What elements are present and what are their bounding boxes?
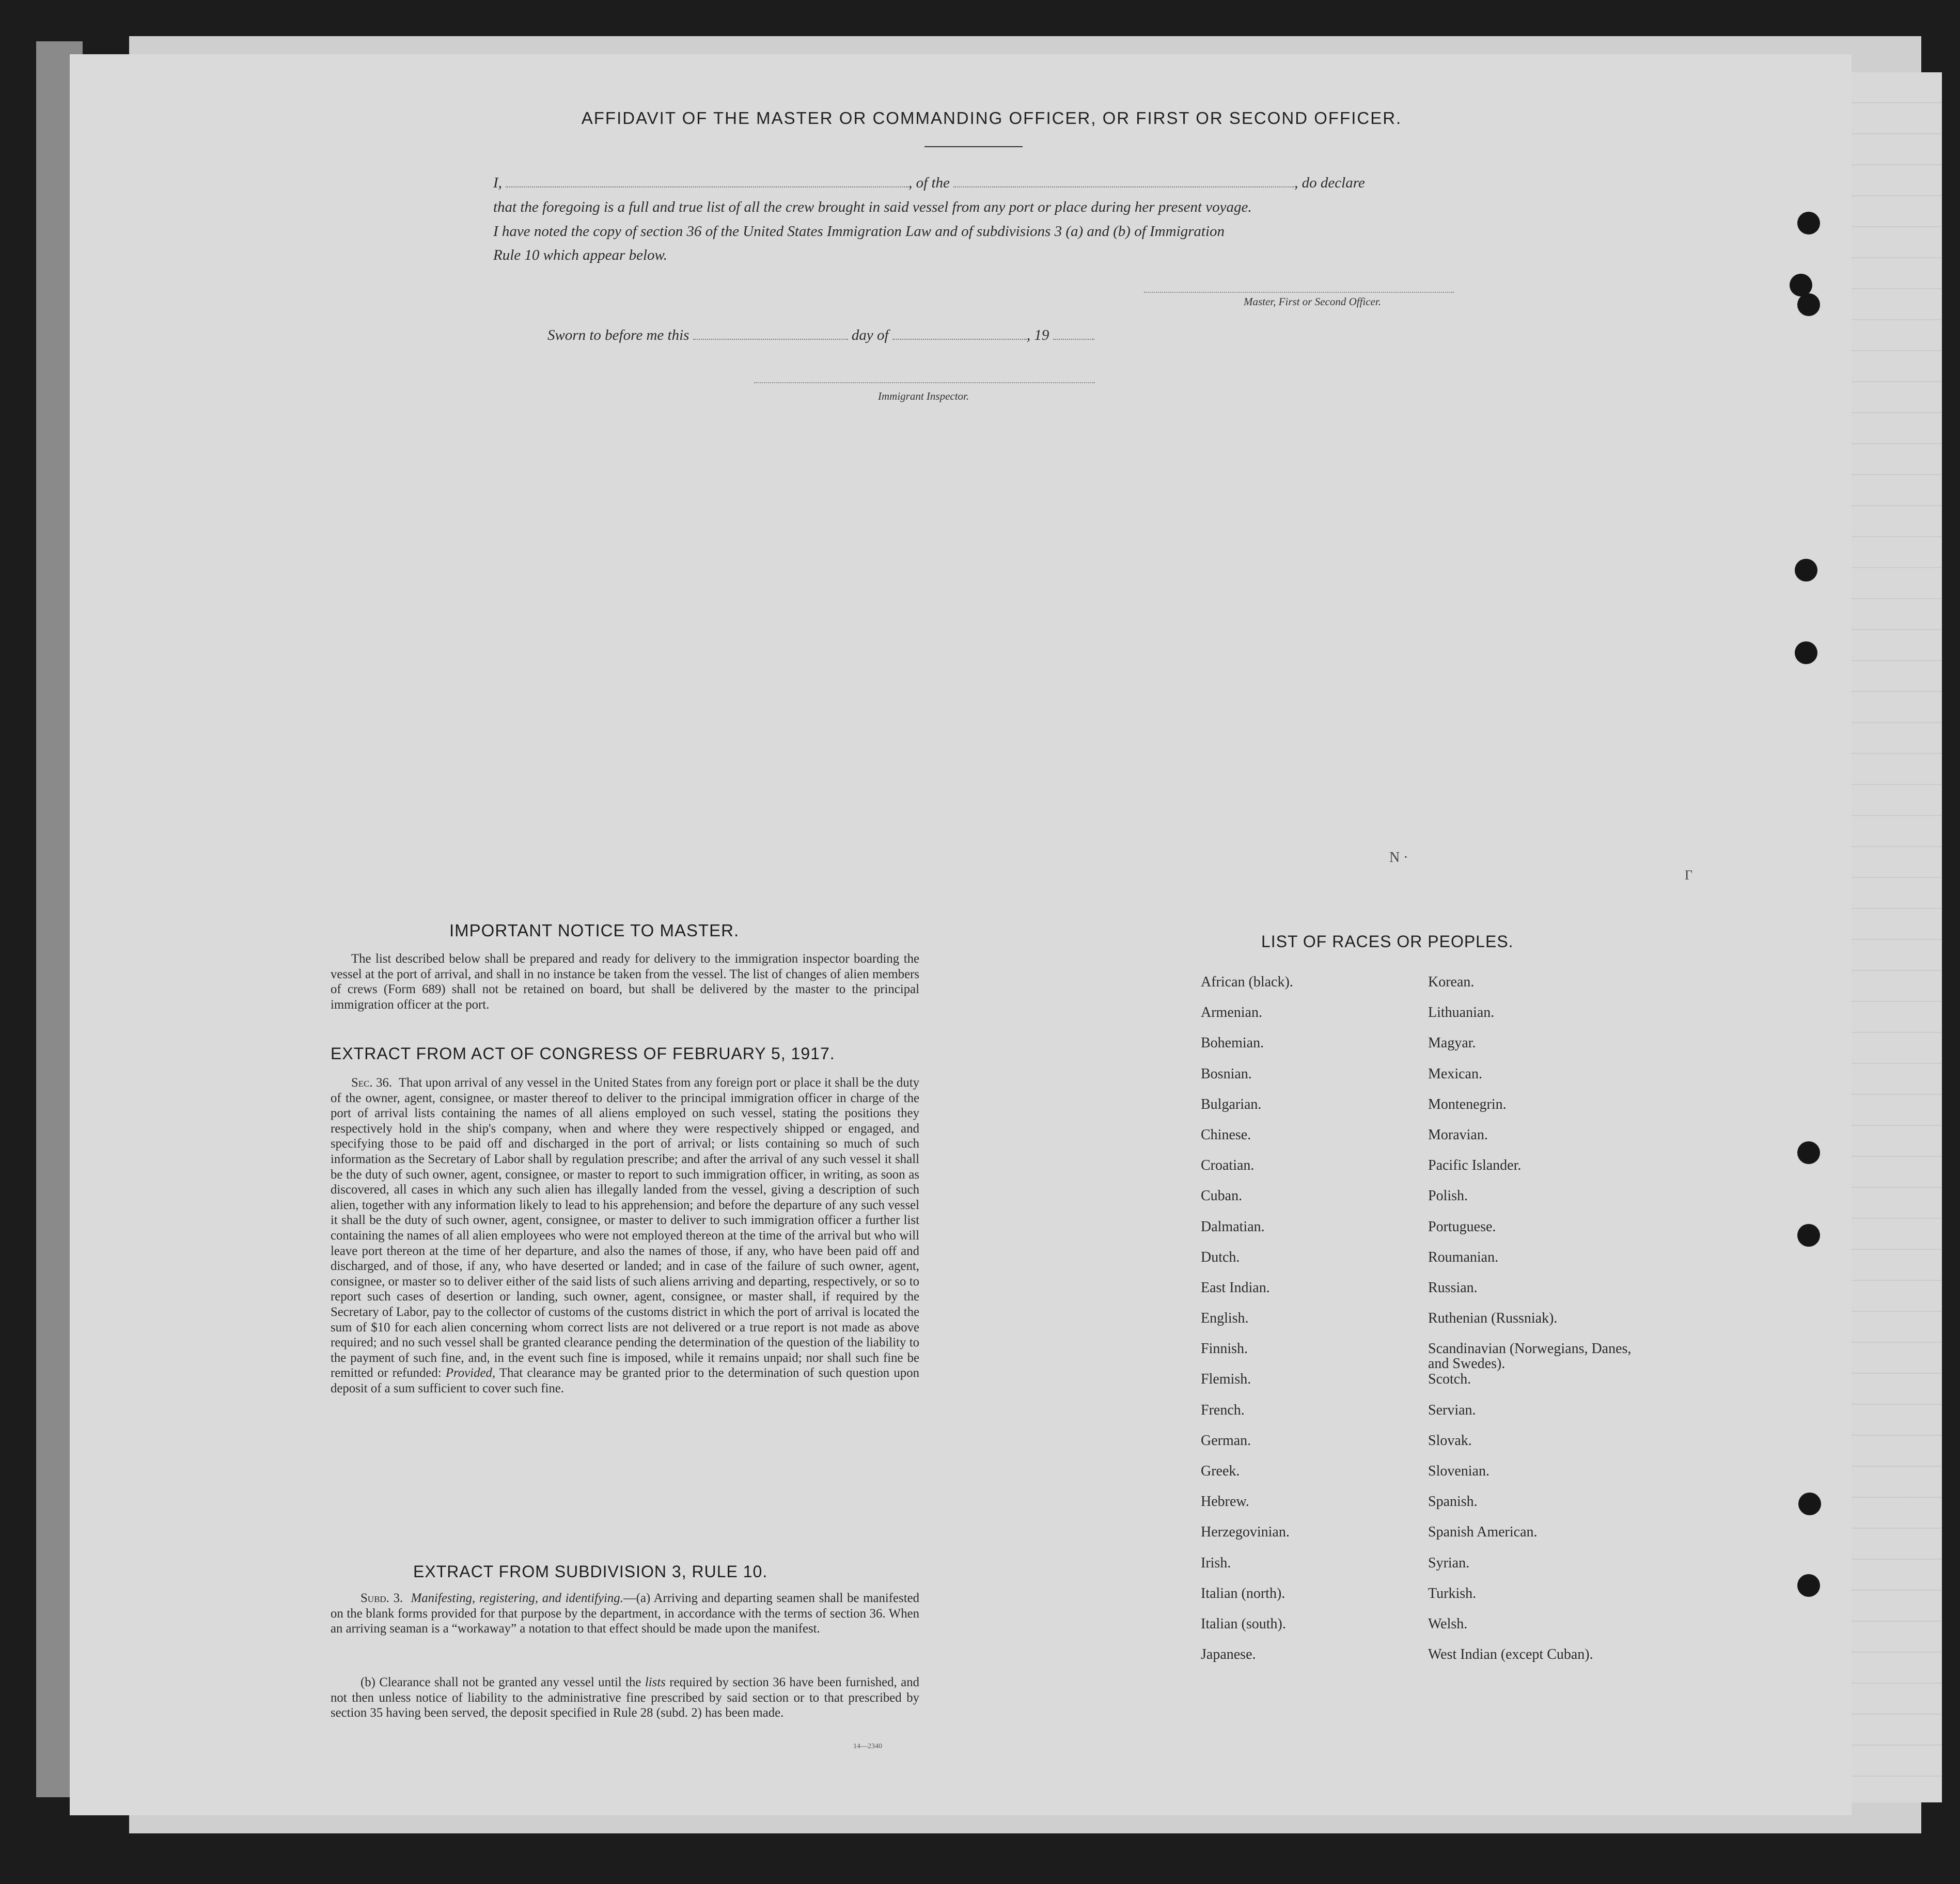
race-item: African (black). [1201,974,1293,990]
declarant-name-field[interactable] [506,175,908,187]
rule-para-a [331,1591,919,1637]
race-item: Lithuanian. [1428,1004,1495,1021]
race-item: West Indian (except Cuban). [1428,1646,1593,1663]
sworn-month-prefix: day of [851,327,889,343]
affidavit-line-4: Rule 10 which appear below. [493,247,667,263]
race-item: Bosnian. [1201,1065,1252,1082]
race-item: Greek. [1201,1463,1240,1479]
sworn-prefix: Sworn to before me this [547,327,689,343]
stray-mark: N · [1389,850,1408,866]
section-36-body: That upon arrival of any vessel in the United States from any foreign port or place it shall be the duty of the owner, agent, consignee, or master thereof to deliver to the principal immigration officer in charge of the port of arrival lists containing the names of all aliens employed on such vessel, stating the positions they respectively hold in the ship's company, when and where they were respectively shipped or engaged, and specifying those to be paid off and discharged in the port of arrival; or lists containing so much of such information as the Secretary of Labor shall by regulation prescribe; and after the arrival of any such vessel it shall be the duty of such owner, agent, consignee, or master to report to such immigration officer, in writing, as soon as discovered, all cases in which any such alien has illegally landed from the vessel, giving a description of such alien, together with any information likely to lead to his apprehension; and before the departure of any such vessel it shall be the duty of such owner, agent, consignee, or master to deliver to such immigration officer a further list containing the names of all alien employees who were not employed thereon at the time of the arrival but who will leave port thereon at the time of her departure, and also the names of those, if any, who have been paid off and discharged, and of those, if any, who have deserted or landed; and in case of the failure of such owner, agent, consignee, or master so to deliver either of the said lists of such aliens arriving and departing, respectively, or so to report such cases of desertion or landing, such owner, agent, consignee, or master shall, if required by the Secretary of Labor, pay to the collector of customs of the customs district in which the port of arrival is located the sum of $10 for each alien concerning whom correct lists are not delivered or a true report is not made as above required; and no such vessel shall be granted clearance pending the determination of the question of the liability to the payment of such fine, and, in the event such fine is imposed, while it remains unpaid; nor shall such fine be remitted or refunded: [331,1076,919,1380]
race-item: Slovenian. [1428,1463,1489,1479]
race-item: Ruthenian (Russniak). [1428,1310,1558,1327]
race-item: Herzegovinian. [1201,1524,1290,1541]
inspector-signature-line[interactable] [754,382,1095,383]
lists-word: lists [645,1675,666,1689]
underlying-ruled-page [1839,72,1942,1802]
rule-para-b [331,1675,919,1721]
punch-hole [1795,559,1817,582]
rule-extract-heading: EXTRACT FROM SUBDIVISION 3, RULE 10. [413,1562,768,1581]
race-item: Turkish. [1428,1585,1477,1602]
race-item: Armenian. [1201,1004,1262,1021]
section-36-end: That clearance may be granted prior to the determination of such question upon deposit of a sum sufficient to cover such fine. [331,1366,919,1395]
signature-line[interactable] [1144,292,1454,293]
race-item: Irish. [1201,1555,1231,1571]
affidavit-line-1 [493,175,1475,192]
inspector-label: Immigrant Inspector. [878,390,969,402]
declare-text: , do declare [1294,175,1365,191]
race-item: Syrian. [1428,1555,1470,1571]
act-extract-text [331,1075,919,1396]
race-item: German. [1201,1432,1251,1449]
race-item: Portuguese. [1428,1218,1496,1235]
rule-para-a-text: —(a) Arriving and departing seamen shall be manifested on the blank forms provided for that purpose by the department, in accordance with the terms of section 36. When an arriving seaman is a “workaway” a notation to that effect should be made upon the manifest. [331,1591,919,1636]
race-item: Moravian. [1428,1126,1488,1143]
race-item: Mexican. [1428,1065,1482,1082]
act-extract-heading: EXTRACT FROM ACT OF CONGRESS OF FEBRUARY 5, 1917. [331,1044,835,1063]
races-right-column [1428,975,1635,1677]
race-item: Spanish. [1428,1494,1478,1510]
rule-para-b-start: (b) Clearance shall not be granted any vessel until the [360,1675,641,1689]
section-label: Sec. 36. [351,1076,393,1090]
subd-title: Manifesting, registering, and identifying. [411,1591,623,1605]
notice-heading: IMPORTANT NOTICE TO MASTER. [449,921,740,940]
punch-hole [1795,641,1817,664]
affidavit-line-3: I have noted the copy of section 36 of the United States Immigration Law and of subdivisions 3 (a) and (b) of Immigration [493,223,1225,240]
rule-para-b-end: required by section 36 have been furnished, and not then unless notice of liability to the administrative fine prescribed by said section or to that prescribed by section 35 having been served, the deposit specified in Rule 28 (subd. 2) has been made. [331,1675,919,1720]
race-item: Croatian. [1201,1157,1255,1174]
sworn-year-field[interactable] [1053,327,1094,340]
race-item: Hebrew. [1201,1494,1249,1510]
race-item: Polish. [1428,1188,1468,1204]
punch-hole [1798,1493,1821,1515]
race-item: Chinese. [1201,1126,1251,1143]
race-item: Scotch. [1428,1371,1471,1388]
race-item: Welsh. [1428,1615,1468,1632]
race-item: Slovak. [1428,1432,1472,1449]
punch-hole [1797,1224,1820,1247]
race-item: East Indian. [1201,1279,1270,1296]
race-item: Bohemian. [1201,1035,1264,1051]
sworn-day-field[interactable] [693,327,848,340]
race-item: Cuban. [1201,1188,1243,1204]
punch-hole [1797,1141,1820,1164]
races-heading: LIST OF RACES OR PEOPLES. [1261,932,1514,951]
race-item: English. [1201,1310,1249,1327]
race-item: Servian. [1428,1402,1476,1418]
race-item: Korean. [1428,974,1475,990]
affidavit-line-2: that the foregoing is a full and true list of all the crew brought in said vessel from any port or place during her present voyage. [493,199,1252,215]
race-item: Japanese. [1201,1646,1256,1663]
race-item: Italian (north). [1201,1585,1285,1602]
race-item: Scandinavian (Norwegians, Danes, and Swedes). [1428,1341,1632,1372]
punch-hole [1797,1574,1820,1597]
races-left-column [1201,975,1293,1677]
subd-label: Subd. 3. [360,1591,403,1605]
race-item: Dutch. [1201,1249,1240,1265]
race-item: Flemish. [1201,1371,1251,1388]
notice-text: The list described below shall be prepared and ready for delivery to the immigration inspector boarding the vessel at the port of arrival, and shall in no instance be taken from the vessel. The list of changes of alien members of crews (Form 689) shall not be retained on board, but shall be delivered by the master to the principal immigration officer at the port. [331,952,919,1012]
race-item: Montenegrin. [1428,1096,1507,1112]
title-divider [924,146,1023,147]
race-item: Magyar. [1428,1035,1476,1051]
declarant-prefix: I, [493,175,502,191]
sworn-year-prefix: , 19 [1026,327,1049,343]
race-item: French. [1201,1402,1245,1418]
race-item: Russian. [1428,1279,1478,1296]
sworn-month-field[interactable] [892,327,1027,340]
race-item: Pacific Islander. [1428,1157,1522,1174]
race-item: Spanish American. [1428,1524,1538,1541]
stray-mark: Γ [1685,868,1693,883]
form-print-code: 14—2340 [853,1742,882,1750]
sworn-line [547,327,1167,344]
race-item: Bulgarian. [1201,1096,1262,1112]
race-item: Finnish. [1201,1341,1248,1357]
vessel-name-field[interactable] [953,175,1294,187]
race-item: Dalmatian. [1201,1218,1265,1235]
vessel-prefix: , of the [908,175,950,191]
punch-hole [1797,293,1820,316]
race-item: Roumanian. [1428,1249,1499,1265]
signature-label: Master, First or Second Officer. [1244,295,1381,308]
punch-hole [1797,212,1820,234]
provided-word: Provided, [445,1366,496,1380]
affidavit-title: AFFIDAVIT OF THE MASTER OR COMMANDING OFFICER, OR FIRST OR SECOND OFFICER. [581,108,1402,128]
race-item: Italian (south). [1201,1615,1286,1632]
